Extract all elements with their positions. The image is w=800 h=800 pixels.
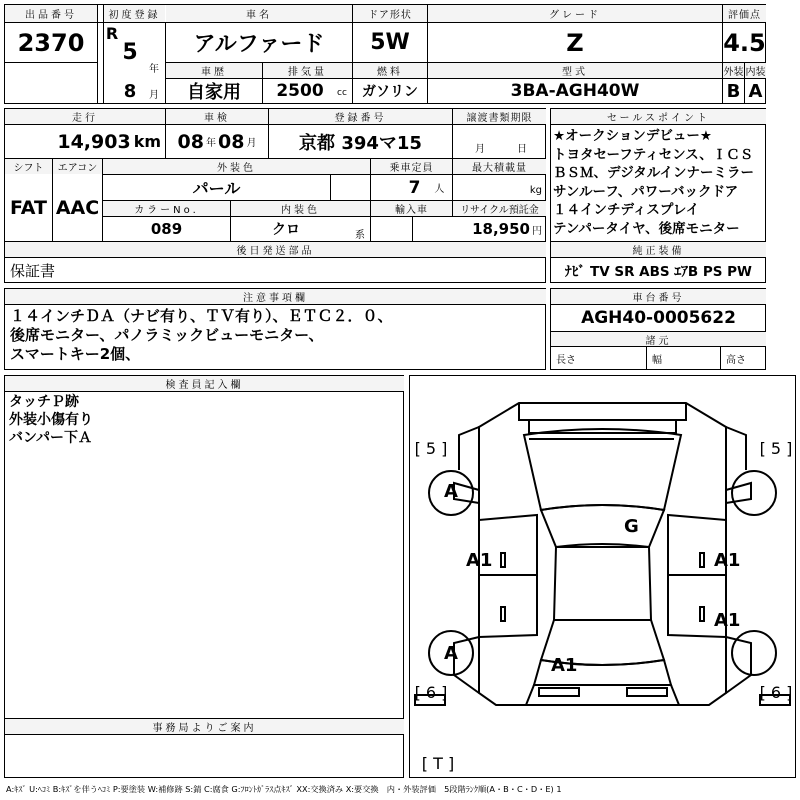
inspection-year-unit: 年 bbox=[206, 138, 216, 149]
sales-line: トヨタセーフティセンス、ＩＣＳ bbox=[553, 146, 754, 163]
sales-points bbox=[553, 127, 766, 239]
max-load-label: 最大積載量 bbox=[453, 159, 546, 174]
first-registration-label: 初度登録 bbox=[104, 5, 165, 22]
mileage-label: 走行 bbox=[5, 109, 165, 124]
history-label: 車歴 bbox=[166, 63, 262, 78]
legend: A:ｷｽﾞ U:ﾍｺﾐ B:ｷｽﾞを伴うﾍｺﾐ P:要塗装 W:補修跡 S:錆 C:腐食 G:ﾌﾛﾝﾄｶﾞﾗｽ点ｷｽﾞ XX:交換済み X:要交換 内・外装評価 5段階ﾗﾝｸ順(A・B・C・D・E) 1 bbox=[6, 783, 562, 794]
door-label: ドア形状 bbox=[353, 5, 427, 22]
inspector-line: 外装小傷有り bbox=[9, 412, 93, 428]
office-label: 事務局よりご案内 bbox=[5, 719, 404, 734]
later-parts: 保証書 bbox=[10, 261, 56, 280]
equipment: ﾅﾋﾞ TV SR ABS ｴｱB PS PW bbox=[565, 264, 752, 280]
chassis-number-label: 車台番号 bbox=[551, 289, 766, 304]
score: 4.5 bbox=[723, 28, 766, 57]
length-label: 長さ bbox=[556, 354, 576, 366]
notes-line: 後席モニター、パノラミックビューモニター、 bbox=[10, 326, 324, 344]
inspector-label: 検査員記入欄 bbox=[5, 376, 404, 391]
transfer-day-unit: 日 bbox=[517, 143, 527, 154]
mileage-value: 14,903 bbox=[57, 130, 131, 153]
interior-color-unit: 系 bbox=[355, 229, 365, 240]
recycle-fee-value: 18,950 bbox=[472, 220, 530, 238]
damage-mark: A1 bbox=[714, 550, 741, 571]
mileage-unit: km bbox=[133, 132, 161, 151]
capacity bbox=[371, 175, 452, 200]
max-load-unit: kg bbox=[529, 184, 542, 196]
width-label: 幅 bbox=[652, 354, 662, 366]
sales-line: ＢＳＭ、デジタルインナーミラー bbox=[553, 165, 755, 181]
year-unit: 年 bbox=[149, 63, 159, 74]
registration-number: 京都 394マ15 bbox=[299, 132, 422, 154]
first-reg-year: 5 bbox=[122, 39, 138, 65]
history: 自家用 bbox=[187, 82, 241, 103]
notes-line: １４インチＤＡ（ナビ有り、ＴＶ有り）、ＥＴＣ２．０、 bbox=[10, 307, 393, 325]
fuel: ガソリン bbox=[362, 84, 418, 100]
damage-mark: A1 bbox=[714, 610, 741, 631]
registration-number-label: 登録番号 bbox=[269, 109, 452, 124]
model: 3BA-AGH40W bbox=[510, 81, 640, 101]
recycle-label: リサイクル預託金 bbox=[453, 201, 546, 216]
grade-label: グレード bbox=[428, 5, 722, 22]
notes-label: 注意事項欄 bbox=[5, 289, 546, 304]
damage-mark: A1 bbox=[551, 655, 578, 676]
damage-mark: A bbox=[444, 481, 458, 502]
inspection bbox=[166, 125, 268, 158]
model-label: 型式 bbox=[428, 63, 722, 78]
inspector-line: タッチＰ跡 bbox=[9, 394, 79, 410]
sales-line: １４インチディスプレイ bbox=[553, 202, 700, 218]
body-color: パール bbox=[192, 179, 241, 198]
spec-label: 諸元 bbox=[551, 332, 766, 346]
notes-line: スマートキー2個、 bbox=[10, 345, 141, 363]
door-type: 5W bbox=[370, 30, 410, 55]
chassis-number: AGH40-0005622 bbox=[581, 308, 736, 328]
equipment-label: 純正装備 bbox=[551, 242, 766, 257]
bracket-trunk: [ T ] bbox=[421, 753, 455, 773]
grade: Z bbox=[566, 28, 584, 57]
recycle-fee-unit: 円 bbox=[532, 225, 542, 237]
sales-line: テンパータイヤ、後席モニター bbox=[553, 220, 740, 237]
displacement-unit: cc bbox=[337, 88, 347, 98]
inspection-label: 車検 bbox=[166, 109, 268, 124]
car-name: アルファード bbox=[193, 32, 325, 57]
car-name-label: 車名 bbox=[166, 5, 352, 22]
transfer-deadline-label: 譲渡書類期限 bbox=[453, 109, 546, 124]
first-reg-month: 8 bbox=[123, 80, 137, 102]
fuel-label: 燃料 bbox=[353, 63, 427, 78]
height-label: 高さ bbox=[726, 354, 746, 366]
exterior-grade: B bbox=[726, 80, 741, 102]
bracket-bottom-left: [ 6 ] bbox=[414, 682, 448, 702]
capacity-value: 7 bbox=[408, 177, 421, 198]
transfer-month-unit: 月 bbox=[475, 143, 485, 154]
inspector-line: バンパー下Ａ bbox=[9, 430, 93, 446]
shift: FAT bbox=[10, 197, 47, 219]
era: R bbox=[105, 23, 119, 43]
inspection-month-unit: 月 bbox=[246, 138, 257, 149]
capacity-unit: 人 bbox=[434, 184, 445, 195]
interior-label: 内装 bbox=[745, 63, 766, 78]
import-label: 輸入車 bbox=[371, 201, 452, 216]
lot-number-label: 出品番号 bbox=[5, 5, 97, 22]
color-number-label: カラーNo. bbox=[103, 201, 230, 216]
sales-line: ★オークションデビュー★ bbox=[553, 128, 712, 144]
displacement-label: 排気量 bbox=[263, 63, 352, 78]
inspection-year: 08 bbox=[177, 130, 204, 153]
interior-grade: A bbox=[748, 80, 763, 102]
damage-mark: A bbox=[444, 643, 458, 664]
inspection-month: 08 bbox=[218, 130, 245, 153]
sales-line: サンルーフ、パワーバックドア bbox=[553, 183, 739, 200]
interior-color-label: 内装色 bbox=[231, 201, 370, 216]
air-conditioner: AAC bbox=[55, 197, 100, 219]
lot-number: 2370 bbox=[17, 28, 85, 57]
color-label: 外装色 bbox=[103, 159, 370, 174]
interior-color: クロ bbox=[272, 222, 300, 238]
inspector-notes bbox=[9, 393, 399, 473]
score-label: 評価点 bbox=[723, 5, 766, 22]
ac-label: エアコン bbox=[53, 159, 102, 174]
recycle-fee bbox=[453, 217, 546, 241]
bracket-top-left: [ 5 ] bbox=[414, 438, 448, 458]
car-outline bbox=[409, 375, 796, 778]
bracket-top-right: [ 5 ] bbox=[759, 438, 793, 458]
capacity-label: 乗車定員 bbox=[371, 159, 452, 174]
displacement: 2500 bbox=[276, 81, 324, 101]
shift-label: シフト bbox=[5, 159, 52, 174]
damage-mark: G bbox=[624, 516, 639, 537]
sales-points-label: セールスポイント bbox=[551, 109, 766, 124]
mileage bbox=[5, 125, 165, 158]
later-parts-label: 後日発送部品 bbox=[5, 242, 546, 257]
bracket-bottom-right: [ 6 ] bbox=[759, 682, 793, 702]
notes bbox=[10, 307, 544, 369]
damage-mark: A1 bbox=[466, 550, 493, 571]
color-number: 089 bbox=[150, 220, 183, 238]
exterior-label: 外装 bbox=[723, 63, 744, 78]
month-unit: 月 bbox=[149, 89, 159, 100]
